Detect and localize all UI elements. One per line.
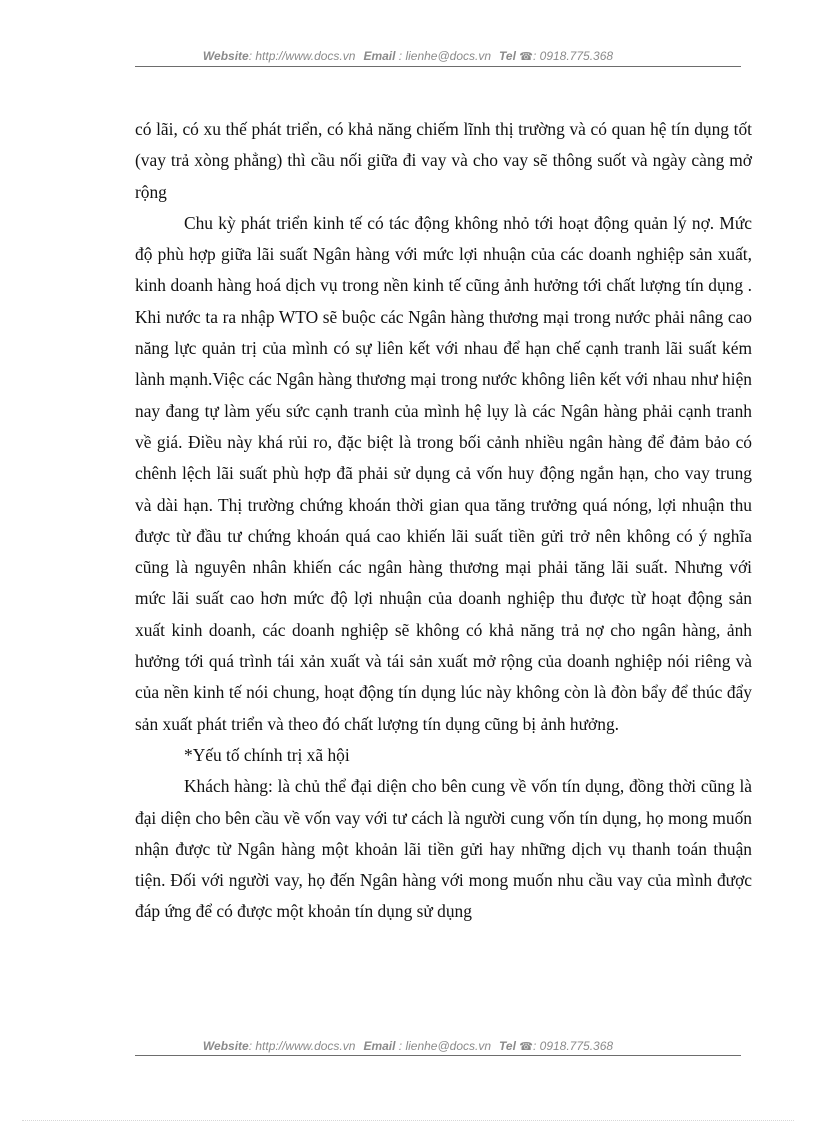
page-header [0, 49, 816, 63]
footer-tel-label: Tel [499, 1039, 516, 1053]
paragraph-3: Khách hàng: là chủ thể đại diện cho bên cung về vốn tín dụng, đồng thời cũng là đại diện cho bên cầu về vốn vay với tư cách là người cung vốn tín dụng, họ mong muốn nhận được từ Ngân hàng một khoản lãi tiền gửi hay những dịch vụ thanh toán thuận tiện. Đối với người vay, họ đến Ngân hàng với mong muốn nhu cầu vay của mình được đáp ứng để có được một khoản tín dụng sử dụng [135, 776, 752, 922]
header-website-label: Website [202, 49, 249, 63]
header-website-value[interactable]: : http://www.docs.vn [248, 49, 356, 63]
header-divider [135, 66, 741, 67]
footer-email-value[interactable]: : lienhe@docs.vn [395, 1039, 492, 1053]
footer-email-label: Email [363, 1039, 396, 1053]
header-email-value[interactable]: : lienhe@docs.vn [395, 49, 492, 63]
page-bottom-border [22, 1120, 794, 1121]
footer-divider [135, 1055, 741, 1056]
header-tel-label: Tel [499, 49, 516, 63]
header-email-label: Email [363, 49, 396, 63]
header-tel-value: : 0918.775.368 [532, 49, 614, 63]
paragraph-2: Chu kỳ phát triển kinh tế có tác động không nhỏ tới hoạt động quản lý nợ. Mức độ phù hợp giữa lãi suất Ngân hàng với mức lợi nhuận của các doanh nghiệp sản xuất, kinh doanh hàng hoá dịch vụ trong nền kinh tế cũng ảnh hưởng tới chất lượng tín dụng . Khi nước ta ra nhập WTO sẽ buộc các Ngân hàng thương mại trong nước phải nâng cao năng lực quản trị của mình có sự liên kết với nhau để hạn chế cạnh tranh lãi suất kém lành mạnh.Việc các Ngân hàng thương mại trong nước không liên kết với nhau như hiện nay đang tự làm yếu sức cạnh tranh của mình hệ lụy là các Ngân hàng phải cạnh tranh về giá. Điều này khá rủi ro, đặc biệt là trong bối cảnh nhiều ngân hàng để đảm bảo có chênh lệch lãi suất phù hợp đã phải sử dụng cả vốn huy động ngắn hạn, cho vay trung và dài hạn. Thị trường chứng khoán thời gian qua tăng trưởng quá nóng, lợi nhuận thu được từ đầu tư chứng khoán quá cao khiến lãi suất tiền gửi trở nên không có ý nghĩa cũng là nguyên nhân khiến các ngân hàng thương mại phải tăng lãi suất. Nhưng với mức lãi suất cao hơn mức độ lợi nhuận của doanh nghiệp thu được từ hoạt động sản xuất kinh doanh, các doanh nghiệp sẽ không có khả năng trả nợ cho ngân hàng, ảnh hưởng tới quá trình tái xản xuất và tái sản xuất mở rộng của doanh nghiệp nói riêng và của nền kinh tế nói chung, hoạt động tín dụng lúc này không còn là đòn bẩy để thúc đẩy sản xuất phát triển và theo đó chất lượng tín dụng cũng bị ảnh hưởng. [135, 212, 752, 734]
document-body [135, 114, 752, 928]
footer-tel-value: : 0918.775.368 [532, 1039, 614, 1053]
section-heading: *Yếu tố chính trị xã hội [184, 744, 350, 765]
paragraph-1: có lãi, có xu thế phát triển, có khả năng chiếm lĩnh thị trường và có quan hệ tín dụng tốt (vay trả xòng phẳng) thì cầu nối giữa đi vay và cho vay sẽ thông suốt và ngày càng mở rộng [135, 119, 752, 202]
footer-website-label: Website [202, 1039, 249, 1053]
phone-icon: ☎ [519, 1041, 533, 1053]
page-footer [0, 1039, 816, 1053]
footer-website-value[interactable]: : http://www.docs.vn [248, 1039, 356, 1053]
phone-icon: ☎ [519, 51, 533, 63]
